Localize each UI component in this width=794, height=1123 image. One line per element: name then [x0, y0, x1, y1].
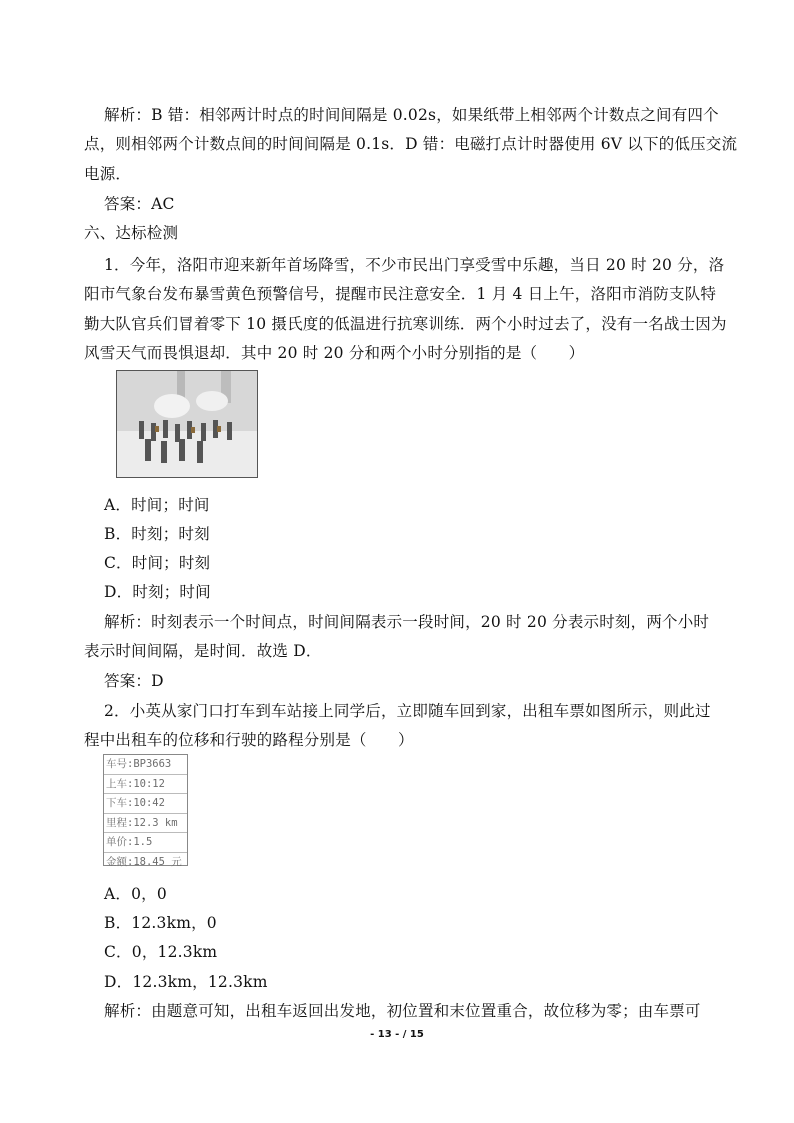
option-a: A．时间；时间: [104, 496, 210, 514]
answer-text: 答案：D: [104, 672, 164, 690]
question-text: 阳市气象台发布暴雪黄色预警信号，提醒市民注意安全．1 月 4 日上午，洛阳市消防支队特: [84, 285, 717, 303]
question-text: 2．小英从家门口打车到车站接上同学后，立即随车回到家，出租车票如图所示，则此过: [104, 702, 711, 720]
receipt-boarding-time: 上车:10:12: [104, 775, 187, 795]
receipt-unit-price: 单价:1.5: [104, 833, 187, 853]
option-b: B．时刻；时刻: [104, 525, 210, 543]
option-a: A．0，0: [104, 885, 167, 903]
text-line: 答案：AC: [104, 195, 175, 213]
question-text: 勤大队官兵们冒着零下 10 摄氏度的低温进行抗寒训练．两个小时过去了，没有一名战士因为: [84, 315, 727, 333]
option-b: B．12.3km，0: [104, 914, 217, 932]
question-text: 程中出租车的位移和行驶的路程分别是（ ）: [84, 731, 414, 749]
receipt-distance: 里程:12.3 km: [104, 814, 187, 834]
option-d: D．时刻；时间: [104, 583, 211, 601]
question-text: 1．今年，洛阳市迎来新年首场降雪，不少市民出门享受雪中乐趣，当日 20 时 20 分，洛: [104, 256, 725, 274]
analysis-text: 解析：由题意可知，出租车返回出发地，初位置和末位置重合，故位移为零；由车票可: [104, 1002, 701, 1020]
receipt-amount: 金额:18.45 元: [106, 855, 182, 868]
text-line: 解析：B 错：相邻两计时点的时间间隔是 0.02s，如果纸带上相邻两个计数点之间有四个: [104, 106, 719, 124]
text-line: 点，则相邻两个计数点间的时间间隔是 0.1s．D 错：电磁打点计时器使用 6V 以下的低压交流: [84, 135, 738, 153]
section-heading: 六、达标检测: [84, 224, 179, 242]
taxi-receipt: [103, 754, 188, 866]
analysis-text: 表示时间间隔，是时间．故选 D．: [84, 642, 322, 660]
analysis-text: 解析：时刻表示一个时间点，时间间隔表示一段时间，20 时 20 分表示时刻，两个小时: [104, 613, 710, 631]
option-c: C．0，12.3km: [104, 943, 218, 961]
option-d: D．12.3km，12.3km: [104, 973, 268, 991]
receipt-alighting-time: 下车:10:42: [104, 794, 187, 814]
question-text: 风雪天气而畏惧退却．其中 20 时 20 分和两个小时分别指的是（ ）: [84, 344, 585, 362]
page-number: - 13 - / 15: [370, 1029, 424, 1040]
text-line: 电源．: [84, 165, 132, 183]
option-c: C．时间；时刻: [104, 554, 211, 572]
snow-training-photo: [116, 370, 258, 478]
receipt-car-number: 车号:BP3663: [104, 755, 187, 775]
